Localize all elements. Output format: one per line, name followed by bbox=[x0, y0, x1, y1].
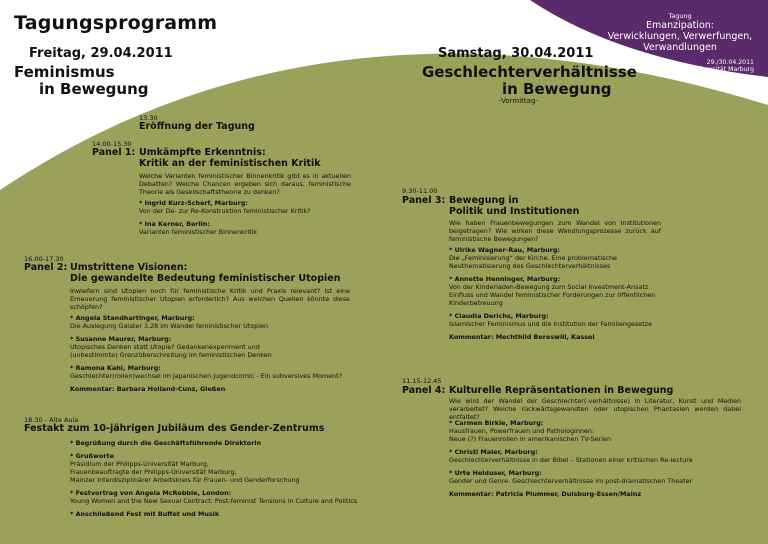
festakt-items bbox=[70, 439, 390, 523]
panel1-title-line1: Umkämpfte Erkenntnis: bbox=[139, 147, 266, 158]
panel3-moderation: Kommentar: Mechthild Bereswill, Kassel bbox=[449, 333, 595, 341]
saturday-date: Samstag, 30.04.2011 bbox=[438, 46, 594, 61]
speaker-name: * Claudia Derichs, Marburg: bbox=[449, 312, 549, 320]
panel2-description: Inwiefern sind Utopien noch für feministische Kritik und Praxis relevant? Ist eine Erneuerung feministischer Utopien erforderlich? Aus welchen Quellen könnte diese schöpfen? bbox=[70, 287, 350, 311]
speaker-item bbox=[449, 469, 749, 485]
speaker-name: * Angela Standhartinger, Marburg: bbox=[70, 314, 195, 322]
badge-place: Universität Marburg bbox=[692, 66, 754, 73]
saturday-note: -Vormittag- bbox=[499, 97, 538, 105]
festakt-item-name: * Begrüßung durch die Geschäftsführende Direktorin bbox=[70, 439, 261, 447]
panel3-description: Wie haben Frauenbewegungen zum Wandel von Institutionen beigetragen? Wie wirken diese Wandlungsprozesse zurück auf feministische Bewegungen? bbox=[449, 219, 661, 243]
panel3-title-line1: Bewegung in bbox=[449, 195, 519, 206]
festakt-item bbox=[70, 510, 390, 518]
opening-time: 13.30 bbox=[139, 114, 158, 122]
badge-line3: Verwandlungen bbox=[643, 42, 717, 53]
panel2-time: 16.00-17.30 bbox=[24, 255, 64, 263]
speaker-name: * Carmen Birkle, Marburg: bbox=[449, 419, 544, 427]
speaker-item bbox=[139, 220, 379, 236]
panel1-description: Welche Varianten feministischer Binnenkritik gibt es in aktuellen Debatten? Welche Chancen ergeben sich daraus, feministische Theorie als Gesellschaftstheorie zu denken? bbox=[139, 172, 351, 196]
panel2-title-line1: Umstrittene Visionen: bbox=[70, 262, 188, 273]
speaker-talk: Hausfrauen, Powerfrauen und Pathologinnen: Neue (?) Frauenrollen in amerikanischen TV-Serien bbox=[449, 427, 612, 443]
festakt-item bbox=[70, 452, 390, 484]
panel4-time: 11.15-12.45 bbox=[402, 377, 442, 385]
speaker-talk: Varianten feministischer Binnenkritik bbox=[139, 228, 258, 236]
saturday-theme-line1: Geschlechterverhältnisse bbox=[422, 63, 637, 81]
panel3-label: Panel 3: bbox=[402, 195, 446, 206]
panel1-time: 14.00-15.30 bbox=[92, 140, 132, 148]
speaker-item bbox=[449, 312, 669, 328]
panel4-label: Panel 4: bbox=[402, 385, 446, 396]
panel4-description: Wie wird der Wandel der Geschlechter(-verhältnisse) in Literatur, Kunst und Medien verarbeitet? Welche rückwärtsgewandten oder utopischen Phantasien werden dabei entfaltet? bbox=[449, 397, 741, 421]
festakt-item-talk: Präsidium der Philipps-Universität Marburg, Frauenbeauftragte der Philipps-Universität Marburg, Mainzer Interdisziplinärer Arbeitskreis für Frauen- und Genderforschung bbox=[70, 460, 300, 484]
panel3-speakers bbox=[449, 246, 669, 341]
festakt-item bbox=[70, 439, 390, 447]
friday-theme-line1: Feminismus bbox=[14, 63, 115, 81]
speaker-item bbox=[70, 364, 370, 380]
friday-theme-line2: in Bewegung bbox=[39, 80, 149, 98]
panel4-title-line1: Kulturelle Repräsentationen in Bewegung bbox=[449, 385, 674, 396]
panel2-speakers bbox=[70, 314, 370, 393]
friday-date: Freitag, 29.04.2011 bbox=[29, 46, 173, 61]
speaker-talk: Geschlechter(rollen)wechsel im japanischen Jugendcomic - Ein subversives Moment? bbox=[70, 372, 342, 380]
festakt-item bbox=[70, 489, 390, 505]
speaker-item bbox=[70, 335, 370, 359]
speaker-talk: Die „Feminisierung“ der Kirche. Eine problematische Neuthematisierung des Geschlechterverhältnisses bbox=[449, 254, 617, 270]
festakt-item-name: * Grußworte bbox=[70, 452, 114, 460]
speaker-item bbox=[139, 199, 379, 215]
badge-label: Tagung bbox=[668, 12, 692, 20]
panel2-label: Panel 2: bbox=[24, 262, 68, 273]
festakt-item-name: * Anschließend Fest mit Buffet und Musik bbox=[70, 510, 220, 518]
speaker-talk: Von der Kinderladen-Bewegung zum Social Investment-Ansatz Einfluss und Wandel feministischer Forderungen zur öffentlichen Kinderbetreuung bbox=[449, 283, 656, 307]
festakt-item-talk: Young Women and the New Sexual Contract: Post-feminist Tensions in Culture and Politics bbox=[70, 497, 358, 505]
speaker-name: * Urte Helduser, Marburg: bbox=[449, 469, 542, 477]
opening-title: Eröffnung der Tagung bbox=[139, 121, 255, 132]
festakt-item-name: * Festvortrag von Angela McRobbie, London: bbox=[70, 489, 232, 497]
panel3-time: 9.30-11.00 bbox=[402, 187, 438, 195]
speaker-item bbox=[449, 419, 749, 443]
panel4-speakers bbox=[449, 419, 749, 498]
speaker-item bbox=[449, 275, 669, 307]
festakt-time: 18.30 - Alte Aula bbox=[24, 416, 79, 424]
speaker-talk: Die Auslegung Galater 3,28 im Wandel feministischer Utopien bbox=[70, 322, 268, 330]
panel2-moderation: Kommentar: Barbara Holland-Cunz, Gießen bbox=[70, 385, 226, 393]
panel1-title-line2: Kritik an der feministischen Kritik bbox=[139, 158, 321, 169]
saturday-theme-line2: in Bewegung bbox=[502, 80, 612, 98]
speaker-talk: Islamischer Feminismus und die Institution der Familiengesetze bbox=[449, 320, 653, 328]
badge-line2: Verwicklungen, Verwerfungen, bbox=[607, 31, 753, 42]
speaker-item bbox=[449, 448, 749, 464]
panel2-title-line2: Die gewandelte Bedeutung feministischer Utopien bbox=[70, 273, 341, 284]
speaker-name: * Annette Henninger, Marburg: bbox=[449, 275, 561, 283]
speaker-name: * Ina Kerner, Berlin: bbox=[139, 220, 210, 228]
panel4-moderation: Kommentar: Patricia Plummer, Duisburg-Essen/Mainz bbox=[449, 490, 642, 498]
speaker-name: * Ulrike Wagner-Rau, Marburg: bbox=[449, 246, 560, 254]
speaker-talk: Geschlechterverhältnisse in der Bibel – Stationen einer kritischen Re-lecture bbox=[449, 456, 693, 464]
badge-date: 29./30.04.2011 bbox=[706, 59, 754, 66]
panel1-label: Panel 1: bbox=[92, 147, 136, 158]
speaker-talk: Utopisches Denken statt Utopie? Gedankenexperiment und (unbestimmte) Grenzüberschreitung im feministischen Denken bbox=[70, 343, 272, 359]
panel1-speakers bbox=[139, 199, 379, 241]
speaker-item bbox=[70, 314, 370, 330]
speaker-name: * Ramona Kahl, Marburg: bbox=[70, 364, 161, 372]
speaker-item bbox=[449, 246, 669, 270]
badge-line1: Emanzipation: bbox=[646, 20, 714, 31]
panel3-title-line2: Politik und Institutionen bbox=[449, 206, 580, 217]
speaker-name: * Susanne Maurer, Marburg: bbox=[70, 335, 172, 343]
festakt-title: Festakt zum 10-jährigen Jubiläum des Gender-Zentrums bbox=[24, 423, 325, 434]
page-title: Tagungsprogramm bbox=[14, 12, 218, 34]
speaker-talk: Gender und Genre. Geschlechterverhältnisse im post-dramatischen Theater bbox=[449, 477, 693, 485]
speaker-name: * Ingrid Kurz-Scherf, Marburg: bbox=[139, 199, 248, 207]
speaker-talk: Von der De- zur Re-Konstruktion feministischer Kritik? bbox=[139, 207, 311, 215]
speaker-name: * Christl Maier, Marburg: bbox=[449, 448, 538, 456]
